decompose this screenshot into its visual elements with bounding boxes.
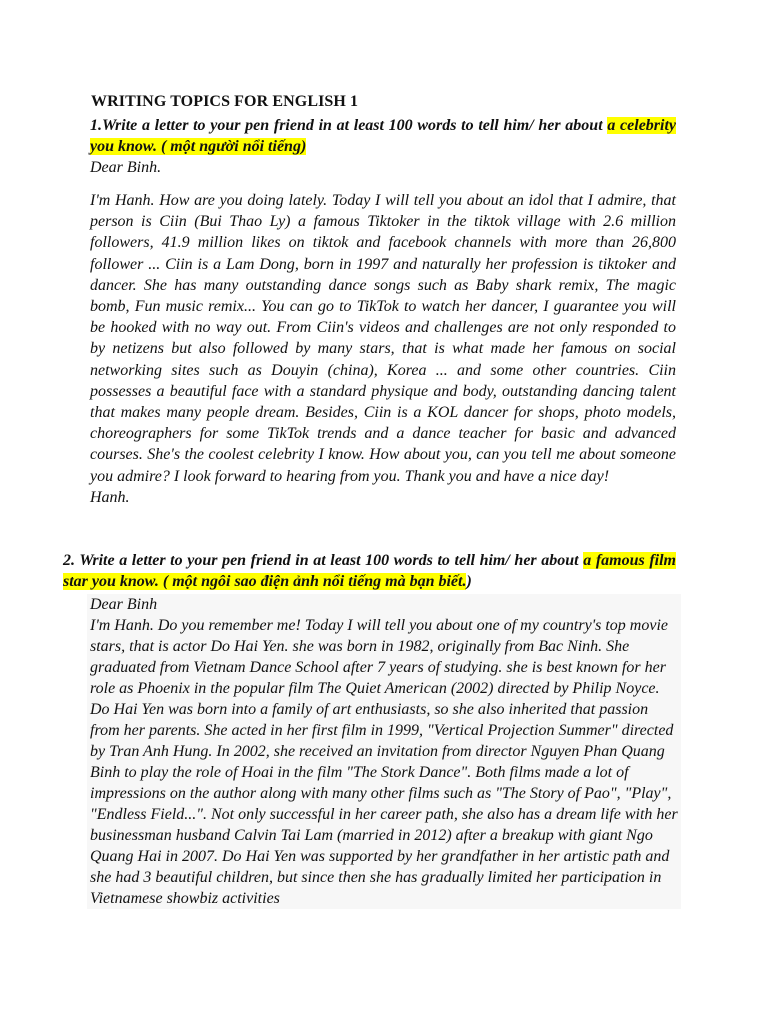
- topic-2-greeting: Dear Binh: [90, 596, 158, 613]
- topic-2: [63, 550, 676, 592]
- topic-2-prompt-text: 2. Write a letter to your pen friend in at least 100 words to tell him/ her about: [63, 552, 584, 569]
- topic-1: [90, 115, 676, 508]
- topic-2-prompt: [63, 550, 676, 592]
- topic-2-body: I'm Hanh. Do you remember me! Today I will tell you about one of my country's top movie stars, that is actor Do Hai Yen. she was born in 1982, originally from Bac Ninh. She graduated from Vietnam Dance School after 7 years of studying. she is best known for her role as Phoenix in the popular film The Quiet American (2002) directed by Philip Noyce. Do Hai Yen was born into a family of art enthusiasts, so she also inherited that passion from her parents. She acted in her first film in 1999, "Vertical Projection Summer" directed by Tran Anh Hung. In 2002, she received an invitation from director Nguyen Phan Quang Binh to play the role of Hoai in the film "The Stork Dance". Both films made a lot of impressions on the author along with many other films such as "The Story of Pao", "Play", "Endless Field...". Not only successful in her career path, she also has a dream life with her businessman husband Calvin Tai Lam (married in 2012) after a breakup with giant Ngo Quang Hai in 2007. Do Hai Yen was supported by her grandfather in her artistic path and she had 3 beautiful children, but since then she has gradually limited her participation in Vietnamese showbiz activities: [90, 617, 678, 907]
- topic-2-letter: [87, 594, 681, 909]
- topic-2-prompt-highlight: a famous film star you know. ( một ngôi sao điện ảnh nổi tiếng mà bạn biết.: [63, 552, 677, 590]
- topic-2-prompt-end: ): [466, 573, 472, 590]
- document-title: WRITING TOPICS FOR ENGLISH 1: [91, 93, 359, 110]
- topic-1-signoff: Hanh.: [90, 488, 130, 506]
- topic-1-greeting: Dear Binh.: [90, 159, 162, 176]
- topic-1-prompt: [90, 115, 676, 157]
- topic-1-body: I'm Hanh. How are you doing lately. Today I will tell you about an idol that I admire, that person is Ciin (Bui Thao Ly) a famous Tiktoker in the tiktok village with 2.6 million followers, 41.9 million likes on tiktok and facebook channels with more than 26,800 follower ... Ciin is a Lam Dong, born in 1997 and naturally her profession is tiktoker and dancer. She has many outstanding dance songs such as Baby shark remix, The magic bomb, Fun music remix... You can go to TikTok to watch her dancer, I guarantee you will be hooked with no way out. From Ciin's videos and challenges are not only responded to by netizens but also followed by many stars, that is what made her famous on social networking sites such as Douyin (china), Korea ... and some other countries. Ciin possesses a beautiful face with a standard physique and body, outstanding dancing talent that makes many people dream. Besides, Ciin is a KOL dancer for shops, photo models, choreographers for some TikTok trends and a dance teacher for basic and advanced courses. She's the coolest celebrity I know. How about you, can you tell me about someone you admire? I look forward to hearing from you. Thank you and have a nice day!: [90, 192, 676, 485]
- topic-1-prompt-text: 1.Write a letter to your pen friend in at least 100 words to tell him/ her about: [90, 117, 608, 134]
- topic-1-prompt-highlight: a celebrity you know. ( một người nổi tiếng): [90, 117, 677, 155]
